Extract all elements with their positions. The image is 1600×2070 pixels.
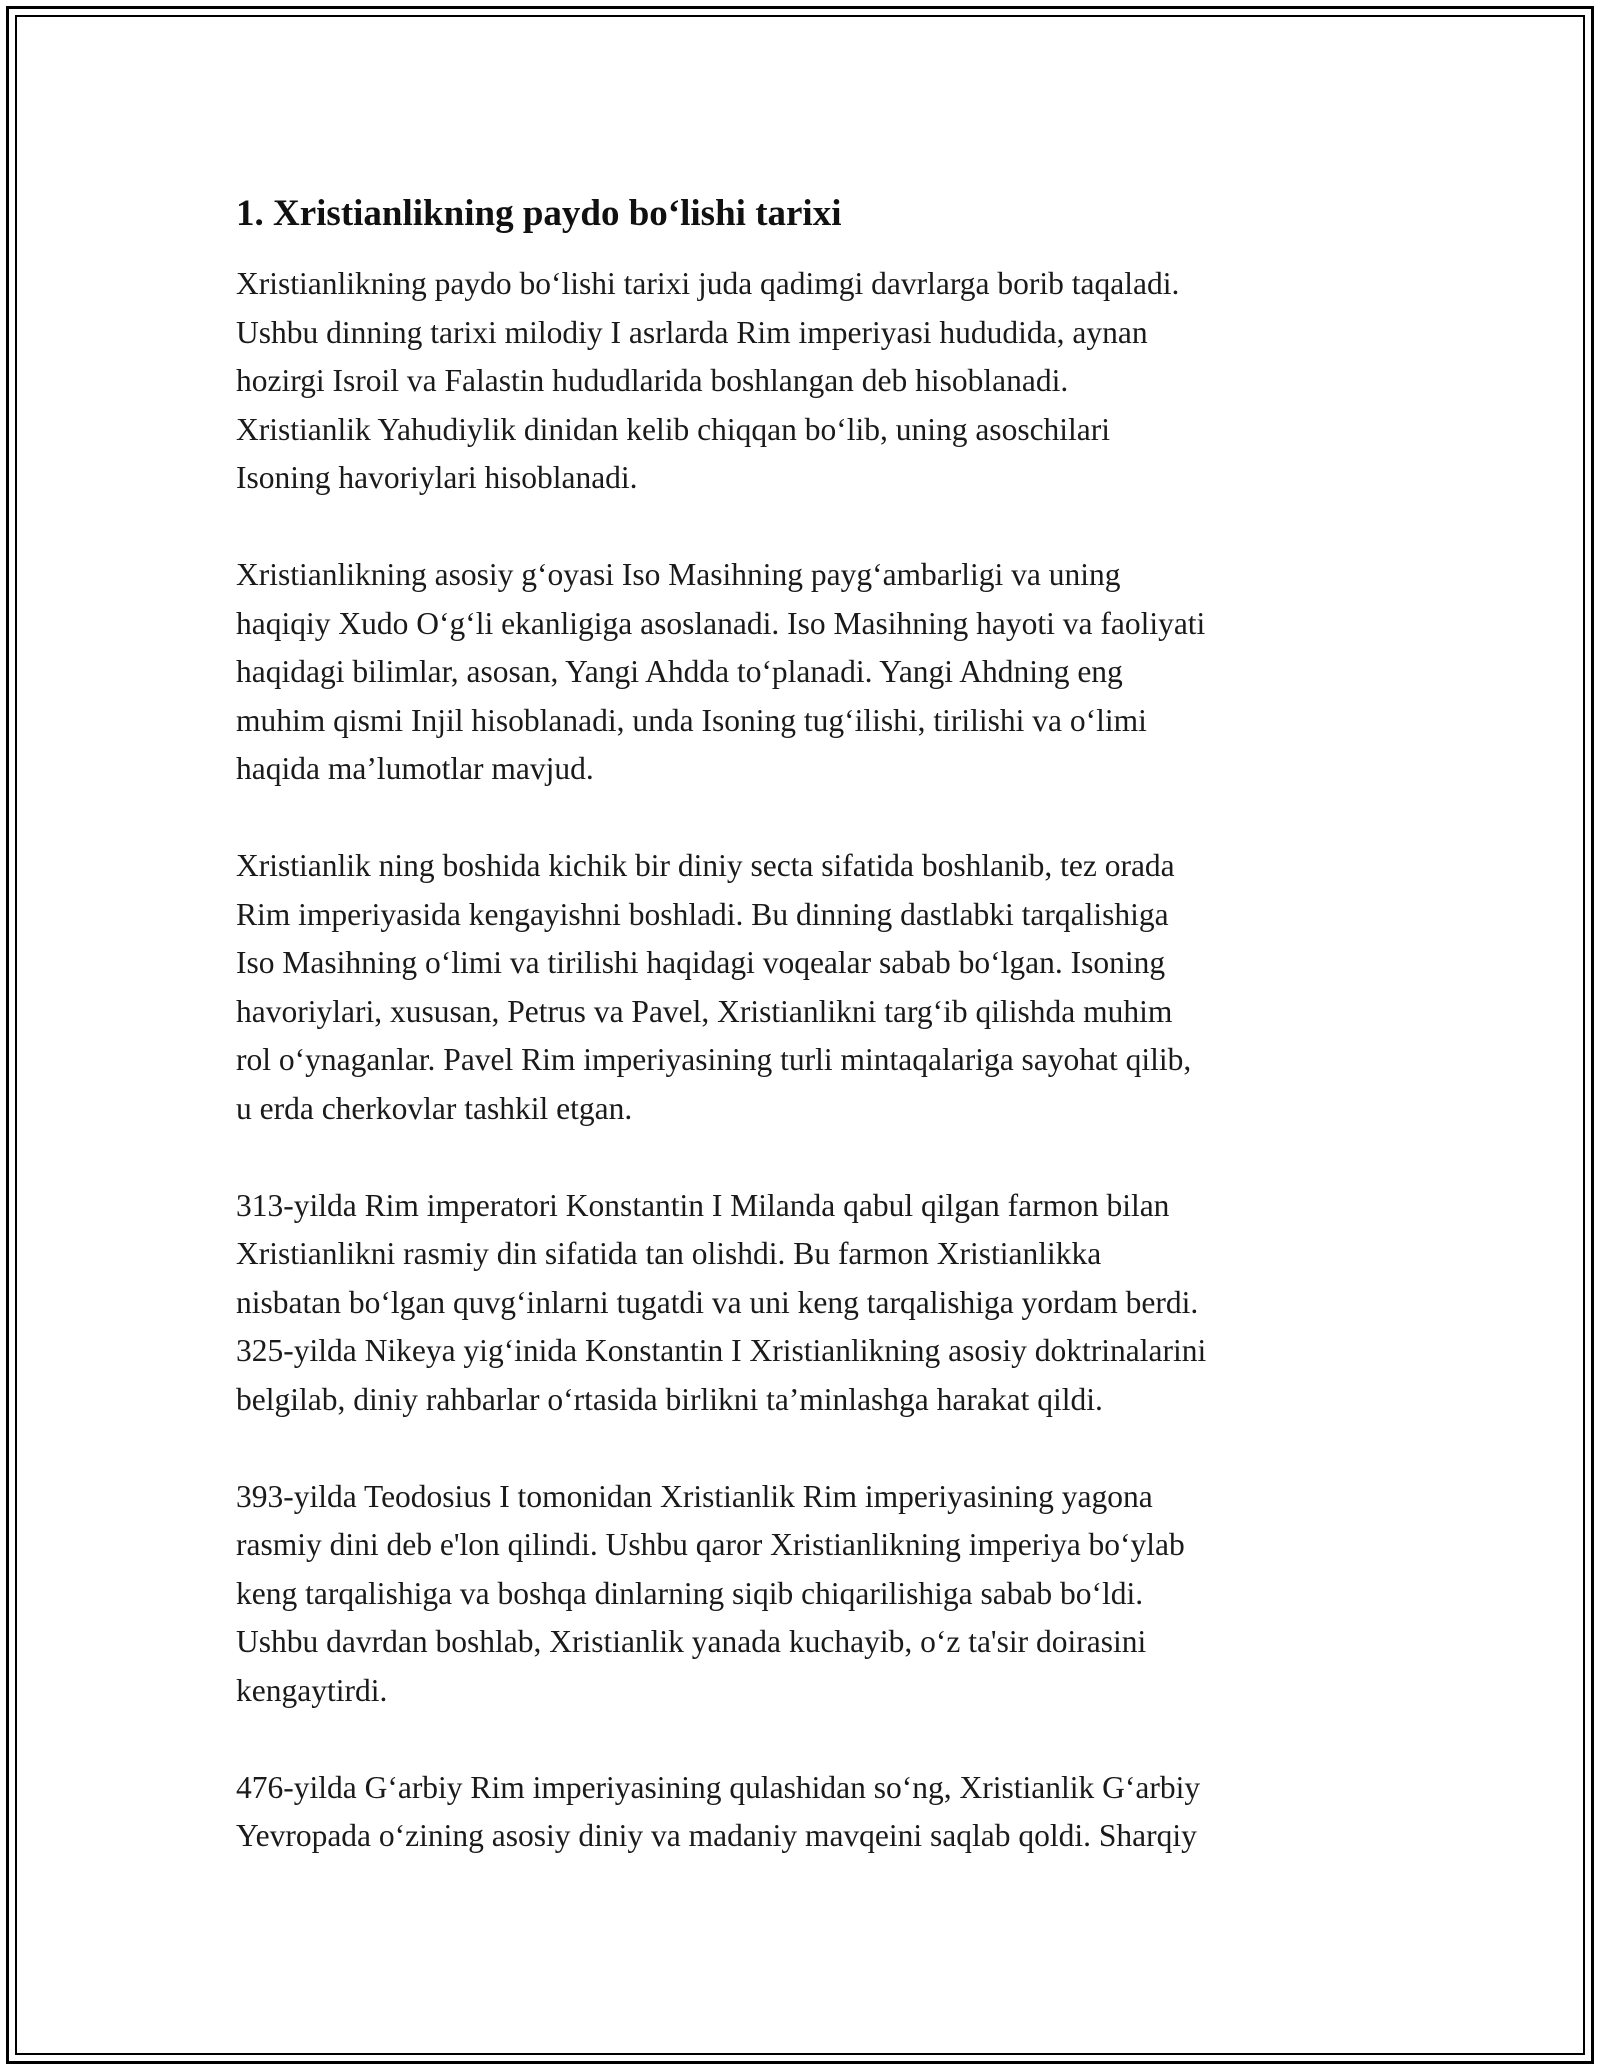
text-line: Xristianlik Yahudiylik dinidan kelib chiqqan bo‘lib, uning asoschilari <box>236 411 1111 447</box>
text-line: haqidagi bilimlar, asosan, Yangi Ahdda to‘planadi. Yangi Ahdning eng <box>236 654 1123 689</box>
paragraph-4 <box>236 1182 1396 1425</box>
text-line: Xristianlikning asosiy g‘oyasi Iso Masihning payg‘ambarligi va uning <box>236 557 1121 592</box>
text-line: Xristianlikning paydo bo‘lishi tarixi juda qadimgi davrlarga borib taqaladi. <box>236 266 1180 301</box>
text-line: Yevropada o‘zining asosiy diniy va madaniy mavqeini saqlab qoldi. Sharqiy <box>236 1818 1197 1853</box>
text-line: Xristianlikni rasmiy din sifatida tan olishdi. Bu farmon Xristianlikka <box>236 1236 1102 1271</box>
text-line: Rim imperiyasida kengayishni boshladi. Bu dinning dastlabki tarqalishiga <box>236 896 1169 932</box>
text-line: haqida ma’lumotlar mavjud. <box>236 751 594 786</box>
text-line: 476-yilda G‘arbiy Rim imperiyasining qulashidan so‘ng, Xristianlik G‘arbiy <box>236 1769 1201 1805</box>
text-line: havoriylari, xususan, Petrus va Pavel, Xristianlikni targ‘ib qilishda muhim <box>236 993 1173 1029</box>
text-line: 325-yilda Nikeya yig‘inida Konstantin I Xristianlikning asosiy doktrinalarini <box>236 1333 1207 1368</box>
text-line: Iso Masihning o‘limi va tirilishi haqidagi voqealar sabab bo‘lgan. Isoning <box>236 945 1166 980</box>
text-line: u erda cherkovlar tashkil etgan. <box>236 1090 633 1126</box>
text-line: Xristianlik ning boshida kichik bir diniy secta sifatida boshlanib, tez orada <box>236 848 1175 883</box>
paragraph-2 <box>236 551 1396 794</box>
text-line: 313-yilda Rim imperatori Konstantin I Milanda qabul qilgan farmon bilan <box>236 1187 1170 1223</box>
text-line: Isoning havoriylari hisoblanadi. <box>236 460 638 495</box>
text-line: Ushbu davrdan boshlab, Xristianlik yanada kuchayib, o‘z ta'sir doirasini <box>236 1624 1147 1659</box>
paragraph-3 <box>236 842 1396 1133</box>
text-line: rasmiy dini deb e'lon qilindi. Ushbu qaror Xristianlikning imperiya bo‘ylab <box>236 1527 1185 1562</box>
text-line: rol o‘ynaganlar. Pavel Rim imperiyasining turli mintaqalariga sayohat qilib, <box>236 1042 1192 1077</box>
text-line: Ushbu dinning tarixi milodiy I asrlarda Rim imperiyasi hududida, aynan <box>236 314 1148 350</box>
text-line: nisbatan bo‘lgan quvg‘inlarni tugatdi va uni keng tarqalishiga yordam berdi. <box>236 1284 1199 1320</box>
paragraph-1 <box>236 260 1396 503</box>
text-line: haqiqiy Xudo O‘g‘li ekanligiga asoslanadi. Iso Masihning hayoti va faoliyati <box>236 605 1206 641</box>
text-line: kengaytirdi. <box>236 1672 388 1708</box>
text-line: keng tarqalishiga va boshqa dinlarning siqib chiqarilishiga sabab bo‘ldi. <box>236 1575 1144 1611</box>
text-line: belgilab, diniy rahbarlar o‘rtasida birlikni ta’minlashga harakat qildi. <box>236 1381 1103 1417</box>
text-line: 393-yilda Teodosius I tomonidan Xristianlik Rim imperiyasining yagona <box>236 1478 1153 1514</box>
paragraph-5 <box>236 1473 1396 1716</box>
section-heading: 1. Xristianlikning paydo bo‘lishi tarixi <box>236 193 842 234</box>
document-body <box>236 190 1396 1909</box>
text-line: hozirgi Isroil va Falastin hududlarida boshlangan deb hisoblanadi. <box>236 363 1069 398</box>
text-line: muhim qismi Injil hisoblanadi, unda Isoning tug‘ilishi, tirilishi va o‘limi <box>236 702 1147 738</box>
paragraph-6 <box>236 1764 1396 1861</box>
